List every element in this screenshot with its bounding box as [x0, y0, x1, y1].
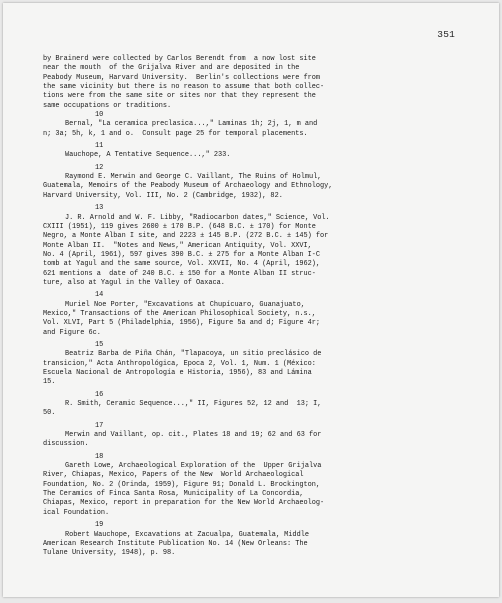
page-number: 351: [437, 29, 455, 40]
footnote-line: Chiapas, Mexico, report in preparation for the New World Archaeolog-: [43, 499, 325, 508]
footnote: [43, 111, 473, 142]
footnote-line: No. 4 (April, 1961), 597 gives 390 B.C. ± 275 for a Monte Alban I-C: [43, 250, 321, 259]
footnote-line: R. Smith, Ceramic Sequence...," II, Figures 52, 12 and 13; I,: [65, 400, 322, 409]
footnote-line: Raymond E. Merwin and George C. Vaillant, The Ruins of Holmul,: [65, 173, 322, 182]
intro-line: tions were from the same site or sites nor that they represent the: [43, 92, 316, 101]
footnote: [43, 453, 473, 521]
page-body: [43, 55, 473, 562]
footnote-line: Harvard University, Vol. III, No. 2 (Cambridge, 1932), 82.: [43, 191, 283, 200]
footnote-line: and Figure 6c.: [43, 328, 101, 337]
footnote-line: River, Chiapas, Mexico, Papers of the New World Archaeological: [43, 471, 304, 480]
footnote-line: Escuela Nacional de Antropología e Historia, 1956), 83 and Lámina: [43, 369, 312, 377]
footnote-line: discussion.: [43, 440, 89, 449]
footnote-line: Muriel Noe Porter, "Excavations at Chupícuaro, Guanajuato,: [65, 300, 305, 309]
footnote-line: Vol. XLVI, Part 5 (Philadelphia, 1956), Figure 5a and d; Figure 4r;: [43, 319, 321, 328]
footnote-line: 50.: [43, 409, 56, 418]
footnote-line: 15.: [43, 378, 56, 387]
footnote: [43, 291, 473, 341]
footnote-line: ical Foundation.: [43, 508, 110, 517]
footnote-number: 18: [95, 452, 104, 461]
intro-line: same occupations or traditions.: [43, 101, 172, 110]
footnote-line: Beatriz Barba de Piña Chán, "Tlapacoya, un sitio preclásico de: [65, 350, 322, 359]
footnote-line: American Research Institute Publication No. 14 (New Orleans: The: [43, 539, 308, 548]
footnote-number: 17: [95, 421, 104, 430]
footnote-line: Negro, a Monte Alban I site, and 2223 ± 145 B.P. (272 B.C. ± 145) for: [43, 232, 329, 241]
typescript-page: [3, 3, 499, 597]
footnote-number: 13: [95, 204, 104, 213]
footnote: [43, 521, 473, 561]
intro-line: the same vicinity but there is no reason to assume that both collec-: [43, 83, 325, 92]
footnote-line: Monte Alban II. "Notes and News," American Antiquity, Vol. XXVI,: [43, 241, 312, 250]
footnote-line: Mexico," Transactions of the American Philosophical Society, n.s.,: [43, 309, 316, 318]
footnote-line: 621 mentions a date of 240 B.C. ± 150 for a Monte Alban II struc-: [43, 269, 316, 278]
footnote-line: Tulane University, 1948), p. 98.: [43, 549, 176, 558]
footnote-line: Guatemala, Memoirs of the Peabody Museum of Archaeology and Ethnology,: [43, 182, 333, 191]
intro-line: by Brainerd were collected by Carlos Berendt from a now lost site: [43, 55, 316, 63]
footnote: [43, 391, 473, 422]
footnote-line: ture, also at Yagul in the Valley of Oaxaca.: [43, 278, 225, 287]
footnote-number: 12: [95, 163, 104, 172]
footnote-number: 16: [95, 390, 104, 399]
footnote-number: 10: [95, 111, 104, 120]
footnote-line: Foundation, No. 2 (Orinda, 1959), Figure 91; Donald L. Brockington,: [43, 480, 321, 489]
footnote-line: tomb at Yagul and the same source, Vol. XXVII, No. 4 (April, 1962),: [43, 260, 321, 269]
footnote: [43, 204, 473, 291]
footnote-line: n; 3a; 5h, k, 1 and o. Consult page 25 for temporal placements.: [43, 129, 308, 138]
footnote: [43, 422, 473, 453]
footnote-number: 11: [95, 142, 104, 151]
footnote: [43, 142, 473, 164]
footnote-line: Robert Wauchope, Excavations at Zacualpa, Guatemala, Middle: [65, 530, 309, 539]
footnote-gap: [43, 559, 473, 562]
footnote-line: Merwin and Vaillant, op. cit., Plates 18 and 19; 62 and 63 for: [65, 431, 322, 440]
footnote-line: Gareth Lowe, Archaeological Exploration of the Upper Grijalva: [65, 462, 322, 471]
footnote-line: J. R. Arnold and W. F. Libby, "Radiocarbon dates," Science, Vol.: [65, 213, 330, 222]
footnote-number: 14: [95, 291, 104, 300]
footnote-line: transicion," Acta Anthropológica, Epoca 2, Vol. 1, Num. 1 (México:: [43, 359, 316, 368]
footnote-line: CXIII (1951), 119 gives 2600 ± 170 B.P. (648 B.C. ± 170) for Monte: [43, 222, 316, 231]
footnote-number: 19: [95, 521, 104, 530]
footnote-line: Wauchope, A Tentative Sequence...," 233.: [65, 151, 231, 160]
footnote-line: The Ceramics of Finca Santa Rosa, Municipality of La Concordia,: [43, 490, 304, 499]
footnote: [43, 164, 473, 204]
intro-line: near the mouth of the Grijalva River and are deposited in the: [43, 64, 300, 73]
footnote-list: [43, 111, 473, 561]
intro-line: Peabody Museum, Harvard University. Berlin's collections were from: [43, 73, 321, 82]
footnote-number: 15: [95, 340, 104, 349]
footnote-line: Bernal, "La ceramica preclasica...," Laminas 1h; 2j, 1, m and: [65, 120, 318, 129]
footnote: [43, 341, 473, 391]
intro-paragraph: [43, 55, 473, 111]
